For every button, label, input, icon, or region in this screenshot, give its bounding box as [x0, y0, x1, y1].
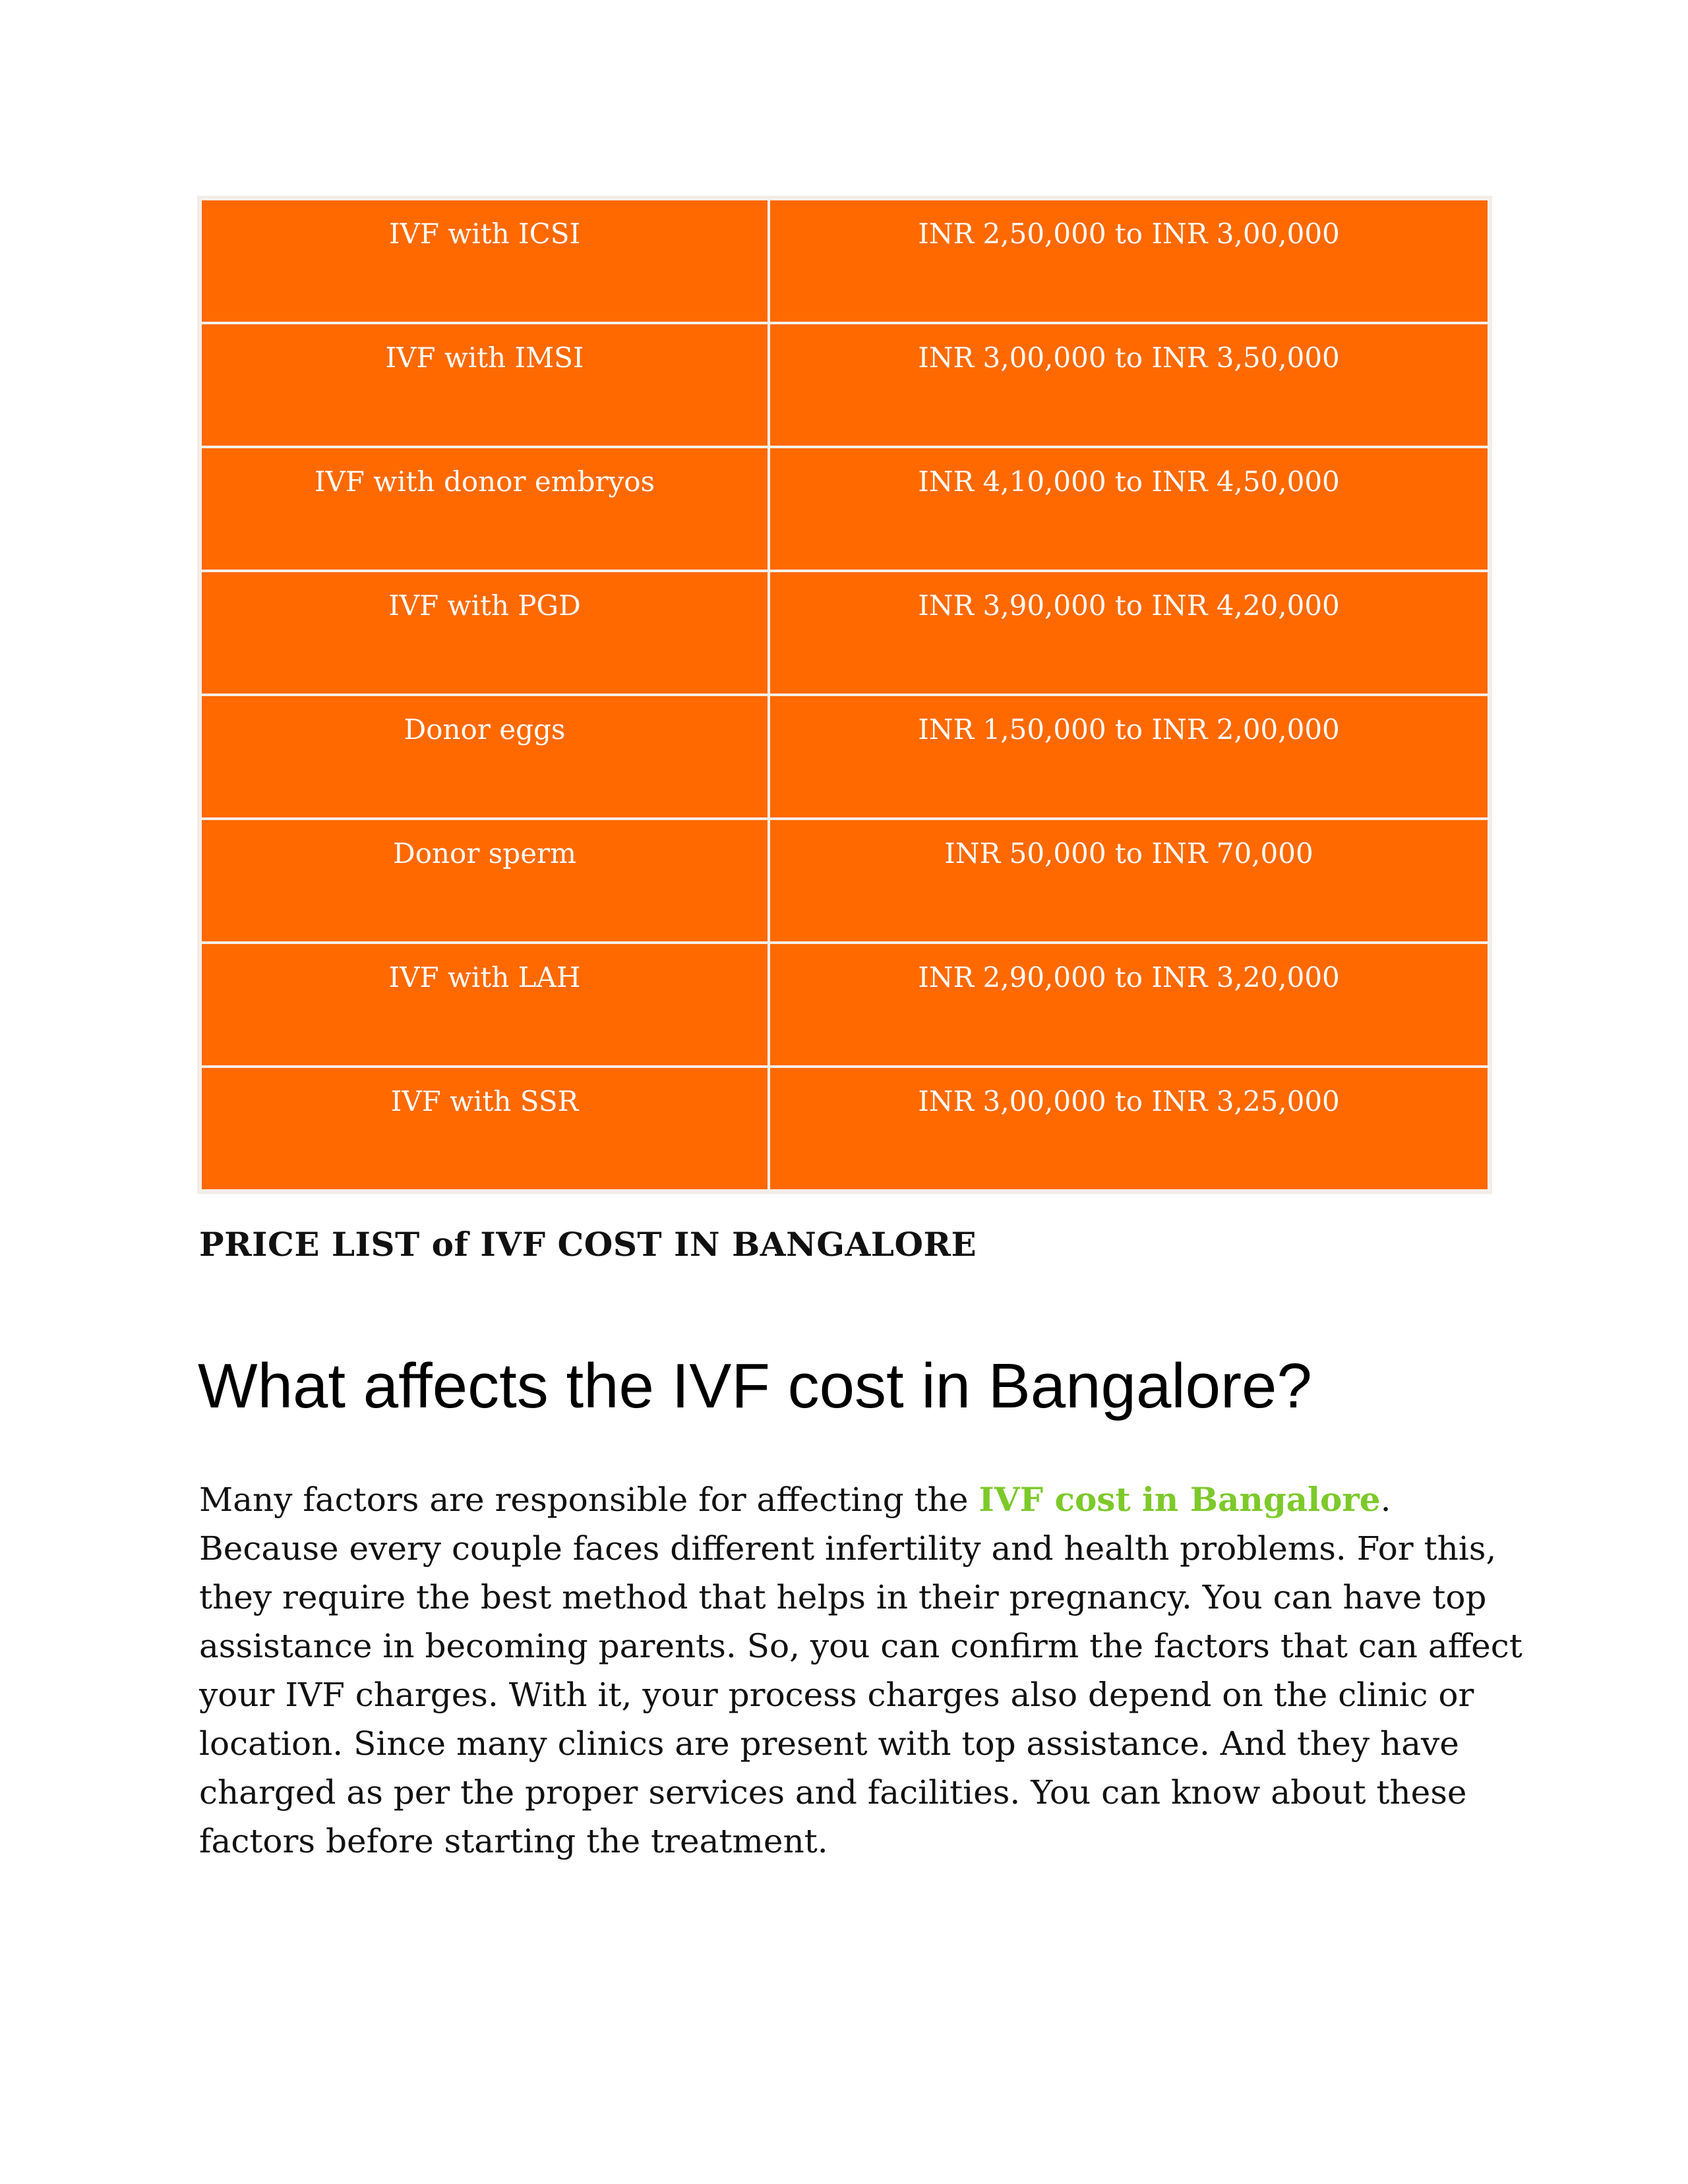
- price-cell: INR 50,000 to INR 70,000: [769, 819, 1489, 943]
- price-cell: INR 4,10,000 to INR 4,50,000: [769, 447, 1489, 571]
- section-heading: What affects the IVF cost in Bangalore?: [198, 1351, 1312, 1421]
- price-cell: INR 3,90,000 to INR 4,20,000: [769, 571, 1489, 695]
- paragraph-line: location. Since many clinics are present with top assistance. And they have: [199, 1725, 1459, 1763]
- paragraph-line: charged as per the proper services and facilities. You can know about these: [199, 1773, 1467, 1812]
- paragraph-line: Because every couple faces different infertility and health problems. For this,: [199, 1529, 1497, 1568]
- treatment-cell: Donor sperm: [200, 819, 769, 943]
- treatment-cell: IVF with donor embryos: [200, 447, 769, 571]
- table-row: [200, 943, 1489, 1067]
- treatment-cell: IVF with PGD: [200, 571, 769, 695]
- table-row: [200, 1067, 1489, 1191]
- paragraph-line: your IVF charges. With it, your process charges also depend on the clinic or: [199, 1676, 1474, 1714]
- paragraph-line: factors before starting the treatment.: [199, 1822, 828, 1860]
- table-caption: PRICE LIST of IVF COST IN BANGALORE: [199, 1225, 977, 1264]
- price-cell: INR 1,50,000 to INR 2,00,000: [769, 695, 1489, 819]
- paragraph-intro: Many factors are responsible for affecting the: [199, 1481, 979, 1519]
- price-cell: INR 2,50,000 to INR 3,00,000: [769, 199, 1489, 323]
- treatment-cell: IVF with ICSI: [200, 199, 769, 323]
- price-cell: INR 2,90,000 to INR 3,20,000: [769, 943, 1489, 1067]
- price-cell: INR 3,00,000 to INR 3,25,000: [769, 1067, 1489, 1191]
- treatment-cell: Donor eggs: [200, 695, 769, 819]
- treatment-cell: IVF with SSR: [200, 1067, 769, 1191]
- table-row: [200, 199, 1489, 323]
- treatment-cell: IVF with LAH: [200, 943, 769, 1067]
- price-table: [199, 198, 1490, 1192]
- table-row: [200, 571, 1489, 695]
- treatment-cell: IVF with IMSI: [200, 323, 769, 447]
- paragraph-link-suffix: .: [1380, 1481, 1391, 1519]
- paragraph-line: assistance in becoming parents. So, you can confirm the factors that can affect: [199, 1627, 1522, 1665]
- table-row: [200, 447, 1489, 571]
- body-paragraph: [199, 1475, 1522, 1866]
- ivf-cost-link[interactable]: IVF cost in Bangalore: [979, 1480, 1381, 1519]
- paragraph-line: [199, 1475, 1492, 1524]
- table-row: [200, 695, 1489, 819]
- table-row: [200, 323, 1489, 447]
- table-row: [200, 819, 1489, 943]
- price-cell: INR 3,00,000 to INR 3,50,000: [769, 323, 1489, 447]
- paragraph-line: they require the best method that helps in their pregnancy. You can have top: [199, 1578, 1487, 1616]
